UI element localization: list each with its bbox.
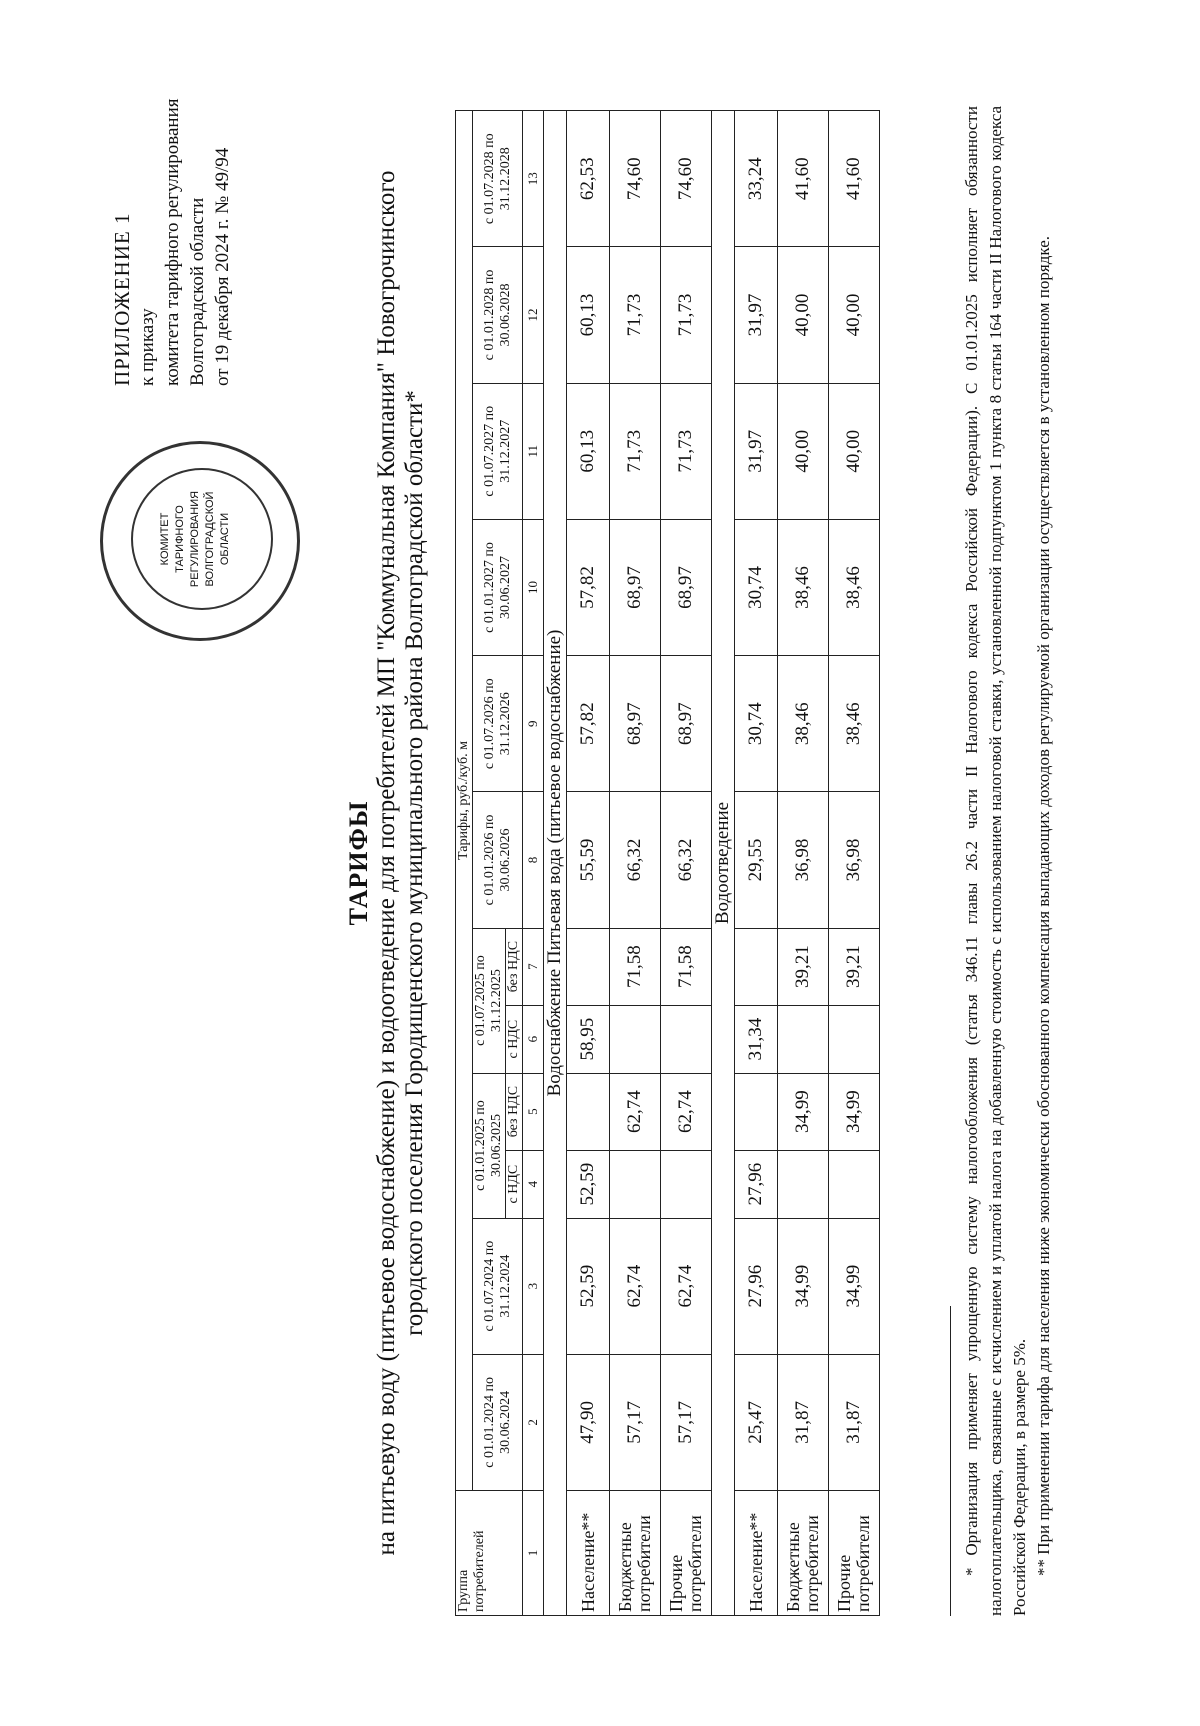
tariff-value: 71,73 xyxy=(661,383,712,519)
column-number: 6 xyxy=(523,1005,544,1073)
column-number: 11 xyxy=(523,383,544,519)
tariff-value: 38,46 xyxy=(829,656,880,792)
tariff-value: 31,87 xyxy=(778,1354,829,1490)
tariff-value: 40,00 xyxy=(829,383,880,519)
period-header: с 01.07.2025 по 31.12.2025 xyxy=(473,928,506,1073)
period-header: с 01.01.2027 по 30.06.2027 xyxy=(473,519,523,655)
column-number: 8 xyxy=(523,792,544,928)
tariff-value xyxy=(610,1005,661,1073)
table-row xyxy=(661,111,712,1616)
column-number: 9 xyxy=(523,656,544,792)
appendix-line-4: от 19 декабря 2024 г. № 49/94 xyxy=(212,147,233,386)
table-row xyxy=(610,111,661,1616)
tariff-value: 74,60 xyxy=(661,111,712,247)
water-rows xyxy=(567,111,712,1616)
seal-line: ВОЛГОГРАДСКОЙ xyxy=(204,491,216,587)
tariff-value: 40,00 xyxy=(829,247,880,383)
tariff-value: 27,96 xyxy=(735,1150,778,1218)
tariff-value: 39,21 xyxy=(829,928,880,1005)
tariff-value xyxy=(778,1005,829,1073)
tariff-value xyxy=(661,1150,712,1218)
table-row xyxy=(735,111,778,1616)
footnote-2: ** При применении тарифа для населения ниже экономически обоснованного компенсация выпадающих доходов регулируемой организации осуществляется в установленном порядке. xyxy=(1034,236,1053,1576)
tariff-value: 68,97 xyxy=(610,656,661,792)
tariff-value: 55,59 xyxy=(567,792,610,928)
period-header: с 01.07.2026 по 31.12.2026 xyxy=(473,656,523,792)
seal-line: КОМИТЕТ xyxy=(159,512,171,566)
tariff-value xyxy=(829,1005,880,1073)
period-header: с 01.07.2028 по 31.12.2028 xyxy=(473,111,523,247)
seal-line: ТАРИФНОГО xyxy=(174,505,186,573)
tariff-value: 60,13 xyxy=(567,247,610,383)
consumer-group: Бюджетные потребители xyxy=(778,1491,829,1616)
tariff-value: 36,98 xyxy=(778,792,829,928)
tariff-value: 31,34 xyxy=(735,1005,778,1073)
tariff-value: 57,17 xyxy=(610,1354,661,1490)
tariff-table xyxy=(455,110,880,1616)
official-seal xyxy=(100,441,300,641)
period-header: с 01.01.2024 по 30.06.2024 xyxy=(473,1354,523,1490)
tariff-value: 58,95 xyxy=(567,1005,610,1073)
footnotes xyxy=(960,106,1056,1616)
tariff-value: 62,74 xyxy=(661,1218,712,1354)
tariff-value: 25,47 xyxy=(735,1354,778,1490)
tariff-value: 68,97 xyxy=(661,519,712,655)
period-header: с 01.01.2025 по 30.06.2025 xyxy=(473,1073,506,1218)
tariff-value: 34,99 xyxy=(829,1073,880,1150)
tariff-value: 34,99 xyxy=(829,1218,880,1354)
sub-header-without-vat: без НДС xyxy=(506,1073,523,1150)
tariff-value: 71,73 xyxy=(610,383,661,519)
sub-header-with-vat: с НДС xyxy=(506,1005,523,1073)
tariff-value: 33,24 xyxy=(735,111,778,247)
tariff-value: 71,73 xyxy=(661,247,712,383)
group-header: Группа потребителей xyxy=(456,1491,523,1616)
tariff-value xyxy=(661,1005,712,1073)
appendix-line-3: Волгоградской области xyxy=(187,197,208,386)
tariff-value: 60,13 xyxy=(567,383,610,519)
tariff-value xyxy=(829,1150,880,1218)
consumer-group: Население** xyxy=(567,1491,610,1616)
title-line-2: городского поселения Городищенского муниципального района Волгоградской области* xyxy=(401,390,428,1336)
column-numbers-row xyxy=(523,111,544,1616)
tariff-value: 31,97 xyxy=(735,383,778,519)
tariff-value xyxy=(735,928,778,1005)
tariff-value: 31,87 xyxy=(829,1354,880,1490)
sub-header-with-vat: с НДС xyxy=(506,1150,523,1218)
tariff-value: 68,97 xyxy=(610,519,661,655)
tariff-value: 62,53 xyxy=(567,111,610,247)
tariff-value: 62,74 xyxy=(661,1073,712,1150)
consumer-group: Прочие потребители xyxy=(829,1491,880,1616)
tariff-value: 38,46 xyxy=(778,656,829,792)
tariff-header: Тарифы, руб./куб. м xyxy=(456,111,473,1491)
table-row xyxy=(567,111,610,1616)
tariff-value: 57,17 xyxy=(661,1354,712,1490)
tariff-value: 30,74 xyxy=(735,656,778,792)
section-title-sewer: Водоотведение xyxy=(712,111,735,1616)
tariff-value: 71,58 xyxy=(661,928,712,1005)
footnote-divider xyxy=(950,1306,951,1616)
table-row xyxy=(829,111,880,1616)
tariff-value: 62,74 xyxy=(610,1073,661,1150)
column-number: 4 xyxy=(523,1150,544,1218)
seal-center-text xyxy=(158,480,233,598)
tariff-value: 31,97 xyxy=(735,247,778,383)
tariff-value xyxy=(735,1073,778,1150)
tariff-value: 47,90 xyxy=(567,1354,610,1490)
tariff-value: 74,60 xyxy=(610,111,661,247)
tariff-value: 62,74 xyxy=(610,1218,661,1354)
seal-line: ОБЛАСТИ xyxy=(219,512,231,566)
appendix-block xyxy=(110,46,235,386)
period-header: с 01.07.2027 по 31.12.2027 xyxy=(473,383,523,519)
tariff-value: 66,32 xyxy=(610,792,661,928)
footnote-1: * Организация применяет упрощенную систему налогообложения (статья 346.11 главы 26.2 части II Налогового кодекса Российской Федерации). С 01.01.2025 исполняет обязанности налогоплательщика, связанные с исчислением и уплатой налога на добавленную стоимость с использованием налоговой ставки, установленной подпунктом 1 пункта 8 статьи 164 части II Налогового кодекса Российской Федерации, в размере 5%. xyxy=(962,106,1029,1616)
column-number: 10 xyxy=(523,519,544,655)
column-number: 2 xyxy=(523,1354,544,1490)
consumer-group: Бюджетные потребители xyxy=(610,1491,661,1616)
table-row xyxy=(778,111,829,1616)
tariff-value: 36,98 xyxy=(829,792,880,928)
tariff-value: 27,96 xyxy=(735,1218,778,1354)
sub-header-without-vat: без НДС xyxy=(506,928,523,1005)
tariff-value: 71,58 xyxy=(610,928,661,1005)
column-number: 5 xyxy=(523,1073,544,1150)
title-line-1: на питьевую воду (питьевое водоснабжение) и водоотведение для потребителей МП "Коммунальная Компания" Новогрочинского xyxy=(373,170,400,1556)
tariff-value xyxy=(778,1150,829,1218)
tariff-value: 40,00 xyxy=(778,383,829,519)
tariff-value: 68,97 xyxy=(661,656,712,792)
header-row-1 xyxy=(456,111,473,1616)
tariff-value: 66,32 xyxy=(661,792,712,928)
tariff-value: 57,82 xyxy=(567,656,610,792)
column-number: 7 xyxy=(523,928,544,1005)
document-title xyxy=(345,110,429,1616)
section-row-sewer xyxy=(712,111,735,1616)
column-number: 12 xyxy=(523,247,544,383)
section-row-water xyxy=(544,111,567,1616)
tariff-value: 57,82 xyxy=(567,519,610,655)
tariff-value: 38,46 xyxy=(778,519,829,655)
tariff-value: 34,99 xyxy=(778,1073,829,1150)
tariff-value: 40,00 xyxy=(778,247,829,383)
seal-line: РЕГУЛИРОВАНИЯ xyxy=(189,490,201,588)
tariff-value: 38,46 xyxy=(829,519,880,655)
tariff-value: 34,99 xyxy=(778,1218,829,1354)
column-number: 13 xyxy=(523,111,544,247)
tariff-value xyxy=(610,1150,661,1218)
tariff-value: 41,60 xyxy=(778,111,829,247)
appendix-line-2: комитета тарифного регулирования xyxy=(162,98,183,386)
tariff-value: 29,55 xyxy=(735,792,778,928)
tariff-value: 41,60 xyxy=(829,111,880,247)
column-number: 3 xyxy=(523,1218,544,1354)
appendix-line-1: к приказу xyxy=(137,308,158,386)
tariff-value: 52,59 xyxy=(567,1218,610,1354)
tariff-value: 52,59 xyxy=(567,1150,610,1218)
section-title-water: Водоснабжение Питьевая вода (питьевое водоснабжение) xyxy=(544,111,567,1616)
column-number: 1 xyxy=(523,1491,544,1616)
tariff-value: 39,21 xyxy=(778,928,829,1005)
tariff-value: 30,74 xyxy=(735,519,778,655)
appendix-heading: ПРИЛОЖЕНИЕ 1 xyxy=(110,212,134,386)
consumer-group: Население** xyxy=(735,1491,778,1616)
period-header: с 01.07.2024 по 31.12.2024 xyxy=(473,1218,523,1354)
sewer-rows xyxy=(735,111,880,1616)
tariff-value xyxy=(567,928,610,1005)
tariff-value: 71,73 xyxy=(610,247,661,383)
consumer-group: Прочие потребители xyxy=(661,1491,712,1616)
period-header: с 01.01.2028 по 30.06.2028 xyxy=(473,247,523,383)
period-header: с 01.01.2026 по 30.06.2026 xyxy=(473,792,523,928)
header-row-2 xyxy=(473,111,506,1616)
title-main: ТАРИФЫ xyxy=(344,800,373,926)
tariff-value xyxy=(567,1073,610,1150)
